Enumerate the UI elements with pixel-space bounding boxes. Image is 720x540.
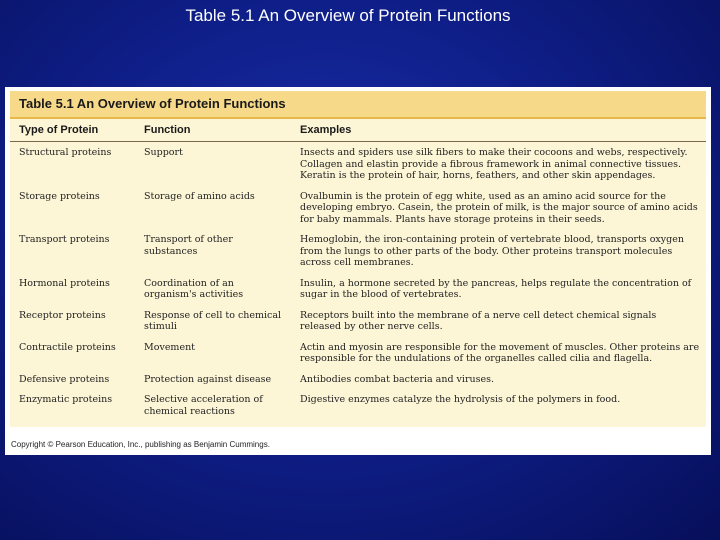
protein-functions-table xyxy=(10,91,706,427)
table-row xyxy=(10,369,706,390)
cell-examples: Insulin, a hormone secreted by the pancreas, helps regulate the concentration of sugar in the blood of vertebrates. xyxy=(300,277,692,300)
table-row xyxy=(10,229,706,273)
cell-type: Defensive proteins xyxy=(19,373,110,385)
table-row xyxy=(10,337,706,369)
cell-function: Protection against disease xyxy=(144,373,272,385)
cell-type: Receptor proteins xyxy=(19,309,106,321)
slide-title: Table 5.1 An Overview of Protein Functions xyxy=(185,6,511,25)
cell-type: Transport proteins xyxy=(19,234,110,245)
table-header-row xyxy=(10,119,706,142)
column-header-examples: Examples xyxy=(291,119,706,142)
table-row xyxy=(10,305,706,337)
table-row xyxy=(10,389,706,421)
cell-function: Transport of other substances xyxy=(144,234,233,257)
cell-type: Enzymatic proteins xyxy=(19,394,113,405)
table-row xyxy=(10,186,706,230)
column-header-type: Type of Protein xyxy=(10,119,135,142)
table-image-panel xyxy=(5,87,711,455)
cell-function: Response of cell to chemical stimuli xyxy=(144,309,282,332)
cell-function: Selective acceleration of chemical reactions xyxy=(144,394,263,417)
cell-function: Storage of amino acids xyxy=(144,190,255,202)
cell-type: Structural proteins xyxy=(19,147,112,158)
column-header-function: Function xyxy=(135,119,291,142)
cell-type: Contractile proteins xyxy=(19,341,116,353)
cell-function: Support xyxy=(144,147,183,158)
cell-function: Movement xyxy=(144,341,196,353)
cell-examples: Ovalbumin is the protein of egg white, used as an amino acid source for the developing embryo. Casein, the protein of milk, is the major source of amino acids for baby mammals. Plants have storage proteins in their seeds. xyxy=(300,190,698,225)
cell-function: Coordination of an organism's activities xyxy=(144,277,244,300)
cell-examples: Hemoglobin, the iron-containing protein of vertebrate blood, transports oxygen from the lungs to other parts of the body. Other proteins transport molecules across cell membranes. xyxy=(300,234,684,268)
cell-examples: Receptors built into the membrane of a nerve cell detect chemical signals released by other nerve cells. xyxy=(300,309,657,332)
data-table xyxy=(10,119,706,421)
table-row xyxy=(10,273,706,305)
table-heading: Table 5.1 An Overview of Protein Functions xyxy=(10,91,706,119)
cell-examples: Insects and spiders use silk fibers to make their cocoons and webs, respectively. Collagen and elastin provide a fibrous framework in animal connective tissues. Keratin is the protein of hair, horns, feathers, and other skin appendages. xyxy=(300,147,688,181)
cell-examples: Antibodies combat bacteria and viruses. xyxy=(300,373,495,385)
cell-type: Storage proteins xyxy=(19,190,100,202)
table-row xyxy=(10,142,706,186)
cell-examples: Actin and myosin are responsible for the movement of muscles. Other proteins are responsible for the undulations of the organelles called cilia and flagella. xyxy=(300,341,700,364)
cell-examples: Digestive enzymes catalyze the hydrolysis of the polymers in food. xyxy=(300,394,621,405)
copyright-notice: Copyright © Pearson Education, Inc., publishing as Benjamin Cummings. xyxy=(11,440,270,449)
cell-type: Hormonal proteins xyxy=(19,277,110,289)
